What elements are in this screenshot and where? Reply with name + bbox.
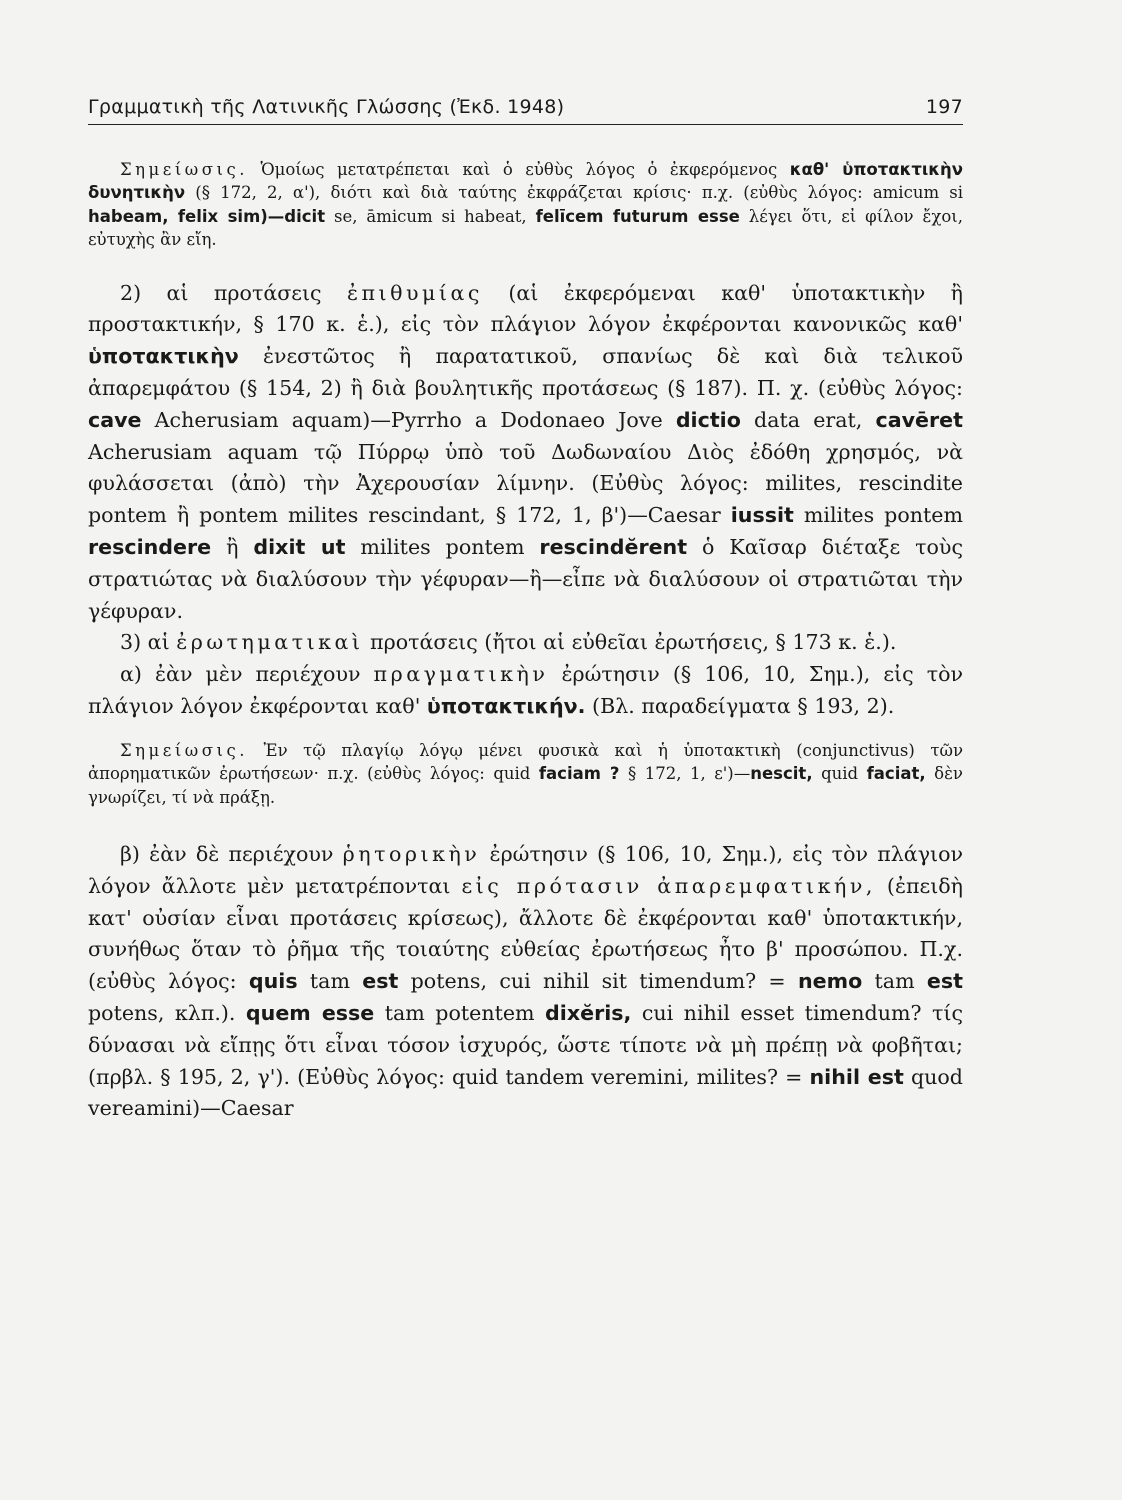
p3-spaced-1: ἐρωτηματικαὶ	[176, 630, 364, 655]
pb-text-2: ἐρώτησιν (§ 106, 10, Σημ.), εἰς τὸν πλάγιον λόγον ἄλλοτε μὲν μετατρέπονται	[88, 842, 963, 898]
pb-bold-4: est	[926, 969, 963, 994]
note1-bold-2: habeam, felix sim)—dicit	[88, 206, 326, 226]
running-title: Γραμματικὴ τῆς Λατινικῆς Γλώσσης (Ἐκδ. 1948)	[88, 96, 565, 118]
note1-text-4: λέγει ὅτι, εἰ φίλον ἔχοι, εὐτυχὴς ἂν εἴη.	[88, 206, 963, 250]
pb-text-7: potens, κλπ.).	[88, 1000, 246, 1025]
p2-text-1: 2) αἱ προτάσεις	[120, 280, 347, 305]
note2-bold-3: faciat,	[866, 764, 926, 784]
running-header	[88, 96, 963, 125]
p2-bold-6: rescindere	[88, 535, 212, 559]
pa-spaced-1: πραγματικὴν	[373, 662, 549, 687]
p3-text-2: προτάσεις (ἤτοι αἱ εὐθεῖαι ἐρωτήσεις, § 173 κ. ἑ.).	[363, 630, 897, 655]
p2-bold-2: cave	[88, 407, 142, 432]
p2-text-9: milites pontem	[345, 535, 540, 559]
paragraph-2	[88, 278, 963, 628]
pb-text-8: tam potentem	[374, 1000, 546, 1025]
pb-text-5: potens, cui nihil sit timendum? =	[398, 969, 798, 994]
pb-bold-7: nihil est	[809, 1064, 904, 1089]
paragraph-b	[88, 839, 963, 1125]
paragraph-a	[88, 659, 963, 723]
p2-text-4: Acherusiam aquam)—Pyrrho a Dodonaeo Jove	[141, 407, 676, 432]
paragraph-3	[88, 627, 963, 659]
pb-spaced-2: εἰς πρότασιν ἀπαρεμφατικήν,	[461, 873, 876, 898]
pa-text-3: (Βλ. παραδείγματα § 193, 2).	[585, 693, 895, 718]
p2-text-2: (αἱ ἐκφερόμεναι καθ' ὑποτακτικὴν ἢ προστακτικήν, § 170 κ. ἑ.), εἰς τὸν πλάγιον λόγον ἐκφέρονται κανονικῶς καθ'	[88, 280, 963, 337]
p2-bold-3: dictio	[675, 407, 741, 432]
note2-label: Σημείωσις.	[120, 740, 248, 760]
p2-bold-4: cavēret	[875, 407, 963, 432]
p2-text-5: data erat,	[740, 407, 876, 432]
p2-spaced-1: ἐπιθυμίας	[346, 280, 483, 305]
pb-text-10: quod vereamini)—Caesar	[88, 1064, 963, 1121]
pb-bold-5: quem esse	[245, 1000, 375, 1025]
note1-text-2: (§ 172, 2, α'), διότι καὶ διὰ ταύτης ἐκφράζεται κρίσις· π.χ. (εὐθὺς λόγος: amicum si	[185, 183, 963, 203]
p2-bold-8: rescindĕrent	[539, 535, 688, 559]
pb-spaced-1: ῥητορικὴν	[342, 842, 481, 866]
note2-text-1: Ἐν τῷ πλαγίῳ λόγῳ μένει φυσικὰ καὶ ἡ ὑποτακτικὴ (conjunctivus) τῶν ἀπορηματικῶν ἐρωτήσεων· π.χ. (εὐθὺς λόγος: quid	[88, 740, 963, 784]
p2-bold-1: ὑποτακτικὴν	[88, 344, 239, 369]
note1-bold-3: felīcem futurum esse	[535, 206, 740, 226]
pb-text-4: tam	[297, 969, 363, 994]
pb-bold-3: nemo	[797, 969, 863, 994]
note-label: Σημείωσις.	[120, 160, 248, 179]
p2-bold-5: iussit	[730, 503, 794, 528]
pb-text-1: β) ἐὰν δὲ περιέχουν	[120, 842, 343, 866]
pb-text-6: tam	[862, 969, 927, 994]
p2-bold-7: dixit ut	[253, 535, 346, 559]
page-number: 197	[925, 96, 963, 118]
note-1	[88, 158, 963, 252]
pb-bold-6: dixĕris,	[545, 1000, 632, 1025]
pb-bold-2: est	[362, 969, 399, 994]
note2-text-4: δὲν γνωρίζει, τί νὰ πράξῃ.	[88, 764, 963, 807]
pa-text-1: α) ἐὰν μὲν περιέχουν	[120, 662, 374, 687]
note-2	[88, 739, 963, 809]
note1-bold-1: καθ' ὑποτακτικὴν δυνητικὴν	[88, 160, 963, 203]
note2-bold-2: nescit,	[750, 764, 813, 784]
pb-text-3: (ἐπειδὴ κατ' οὐσίαν εἶναι προτάσεις κρίσεως), ἄλλοτε δὲ ἐκφέρονται καθ' ὑποτακτικήν, συνήθως ὅταν τὸ ῥῆμα τῆς τοιαύτης εὐθείας ἐρωτήσεως ἦτο β' προσώπου. Π.χ. (εὐθὺς λόγος:	[88, 873, 964, 994]
p2-text-8: ἢ	[211, 535, 254, 559]
p3-text-1: 3) αἱ	[120, 630, 177, 655]
p2-text-3: ἐνεστῶτος ἢ παρατατικοῦ, σπανίως δὲ καὶ διὰ τελικοῦ ἀπαρεμφάτου (§ 154, 2) ἢ διὰ βουλητικῆς προτάσεως (§ 187). Π. χ. (εὐθὺς λόγος:	[88, 344, 963, 401]
note1-text-1: Ὁμοίως μετατρέπεται καὶ ὁ εὐθὺς λόγος ὁ ἐκφερόμενος	[247, 160, 790, 179]
pb-bold-1: quis	[248, 969, 298, 994]
p2-text-6: Acherusiam aquam τῷ Πύρρῳ ὑπὸ τοῦ Δωδωναίου Διὸς ἐδόθη χρησμός, νὰ φυλάσσεται (ἀπὸ) τὴν Ἀχερουσίαν λίμνην. (Εὐθὺς λόγος: milites, rescindite pontem ἢ pontem milites rescindant, § 172, 1, β')—Caesar	[88, 439, 963, 528]
p2-text-7: milites pontem	[793, 503, 964, 528]
note2-bold-1: faciam ?	[538, 764, 620, 784]
note1-text-3: se, āmicum si habeat,	[325, 206, 536, 226]
pb-text-9: cui nihil esset timendum? τίς δύνασαι νὰ εἴπῃς ὅτι εἶναι τόσον ἰσχυρός, ὥστε τίποτε νὰ μὴ πρέπῃ νὰ φοβῆται; (πρβλ. § 195, 2, γ'). (Εὐθὺς λόγος: quid tandem veremini, milites? =	[88, 1000, 963, 1089]
note2-text-3: quid	[812, 764, 867, 784]
pa-text-2: ἐρώτησιν (§ 106, 10, Σημ.), εἰς τὸν πλάγιον λόγον ἐκφέρονται καθ'	[88, 662, 963, 718]
p2-text-10: ὁ Καῖσαρ διέταξε τοὺς στρατιώτας νὰ διαλύσουν τὴν γέφυραν—ἢ—εἶπε νὰ διαλύσουν οἱ στρατιῶται τὴν γέφυραν.	[88, 535, 963, 623]
page-body	[88, 158, 963, 1125]
note2-text-2: § 172, 1, ε')—	[619, 764, 751, 784]
pa-bold-1: ὑποτακτικήν.	[426, 693, 586, 718]
